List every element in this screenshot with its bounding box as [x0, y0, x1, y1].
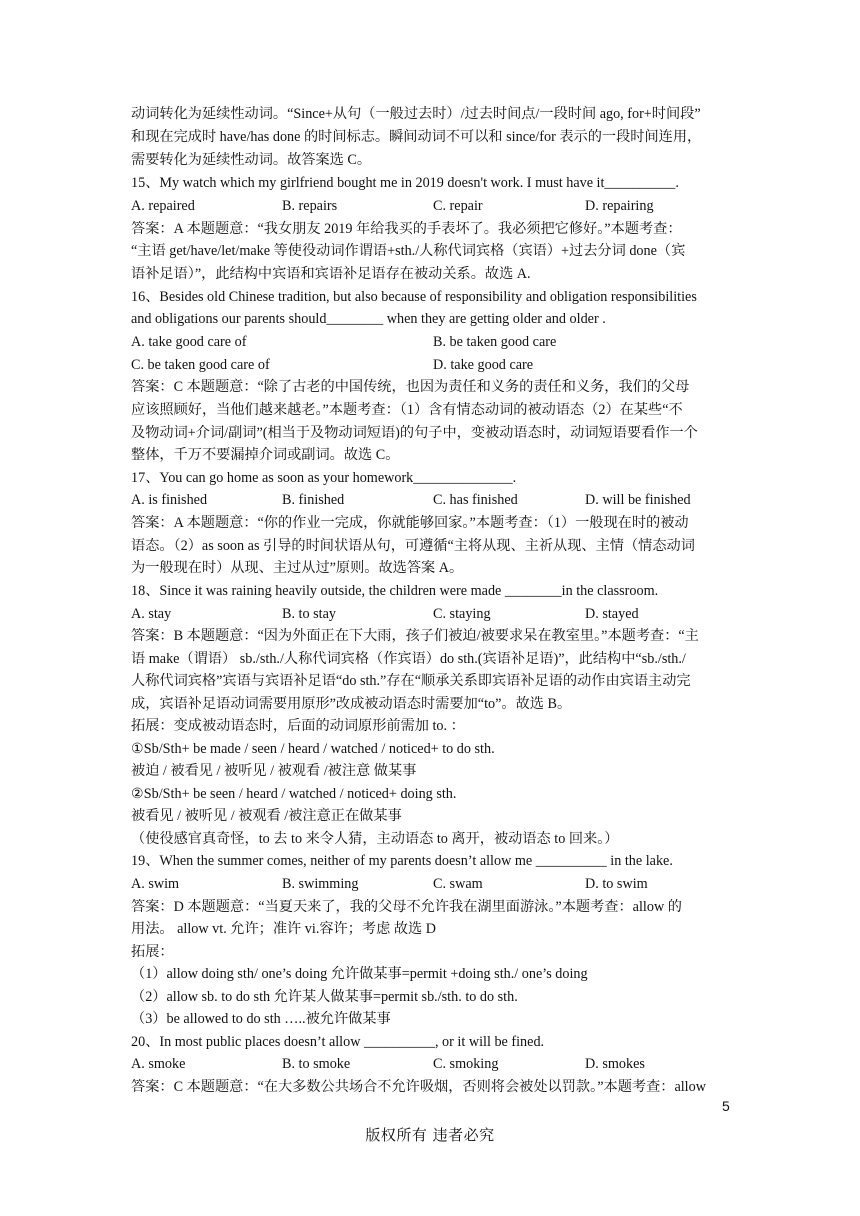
question-18: 18、Since it was raining heavily outside, the children were made ________in the classroom. [131, 583, 659, 599]
answer-15: 答案：A 本题题意：“我女朋友 2019 年给我买的手表坏了。我必须把它修好。”本题考查： [131, 221, 682, 237]
text-line: 人称代词宾格”宾语与宾语补足语“do sth.”存在“顺承关系即宾语补足语的动作由宾语主动完 [131, 673, 691, 689]
answer-20: 答案：C 本题题意：“在大多数公共场合不允许吸烟，否则将会被处以罚款。”本题考查：allow [131, 1079, 706, 1095]
q16-option-a: A. take good care of [131, 334, 247, 350]
question-15: 15、My watch which my girlfriend bought me in 2019 doesn't work. I must have it__________. [131, 175, 679, 191]
q19-option-d: D. to swim [585, 876, 648, 892]
answer-16: 答案：C 本题题意：“除了古老的中国传统，也因为责任和义务的责任和义务，我们的父母 [131, 379, 690, 395]
text-line: （2）allow sb. to do sth 允许某人做某事=permit sb./sth. to do sth. [131, 989, 518, 1005]
q20-option-c: C. smoking [433, 1056, 499, 1072]
text-line: 动词转化为延续性动词。“Since+从句（一般过去时）/过去时间点/一段时间 ago, for+时间段” [131, 106, 701, 122]
text-line: ①Sb/Sth+ be made / seen / heard / watched / noticed+ to do sth. [131, 741, 495, 757]
text-line: 需要转化为延续性动词。故答案选 C。 [131, 152, 372, 168]
text-line: 被迫 / 被看见 / 被听见 / 被观看 /被注意 做某事 [131, 763, 417, 779]
text-line: “主语 get/have/let/make 等使役动词作谓语+sth./人称代词宾格（宾语）+过去分词 done（宾 [131, 243, 686, 259]
answer-19: 答案：D 本题题意：“当夏天来了，我的父母不允许我在湖里面游泳。”本题考查：allow 的 [131, 899, 682, 915]
q15-option-b: B. repairs [282, 198, 338, 214]
text-line: （1）allow doing sth/ one’s doing 允许做某事=permit +doing sth./ one’s doing [131, 966, 588, 982]
question-16: 16、Besides old Chinese tradition, but also because of responsibility and obligation responsibilities [131, 289, 697, 305]
q19-option-a: A. swim [131, 876, 180, 892]
text-line: 应该照顾好，当他们越来越老。”本题考查：（1）含有情态动词的被动语态（2）在某些“不 [131, 402, 683, 418]
q17-option-c: C. has finished [433, 492, 518, 508]
q18-option-a: A. stay [131, 606, 172, 622]
question-17: 17、You can go home as soon as your homework______________. [131, 470, 517, 486]
q18-option-d: D. stayed [585, 606, 639, 622]
page-number: 5 [722, 1098, 730, 1114]
text-line: 拓展： [131, 944, 174, 960]
q15-option-a: A. repaired [131, 198, 195, 214]
q17-option-a: A. is finished [131, 492, 208, 508]
q16-option-d: D. take good care [433, 357, 534, 373]
q18-option-c: C. staying [433, 606, 491, 622]
text-line: and obligations our parents should________ when they are getting older and older . [131, 311, 606, 327]
text-line: 被看见 / 被听见 / 被观看 /被注意正在做某事 [131, 808, 402, 824]
text-line: 用法。 allow vt. 允许；准许 vi.容许；考虑 故选 D [131, 921, 437, 937]
q17-option-b: B. finished [282, 492, 345, 508]
q19-option-b: B. swimming [282, 876, 359, 892]
text-line: ②Sb/Sth+ be seen / heard / watched / noticed+ doing sth. [131, 786, 457, 802]
answer-18: 答案：B 本题题意：“因为外面正在下大雨，孩子们被迫/被要求呆在教室里。”本题考查：“主 [131, 628, 699, 644]
q19-option-c: C. swam [433, 876, 483, 892]
answer-17: 答案：A 本题题意：“你的作业一完成，你就能够回家。”本题考查：（1）一般现在时的被动 [131, 515, 689, 531]
text-line: 语补足语）”，此结构中宾语和宾语补足语存在被动关系。故选 A. [131, 266, 531, 282]
text-line: 和现在完成时 have/has done 的时间标志。瞬间动词不可以和 since/for 表示的一段时间连用， [131, 129, 702, 145]
text-line: 及物动词+介词/副词”(相当于及物动词短语)的句子中，变被动语态时，动词短语要看作一个 [131, 425, 698, 441]
question-19: 19、When the summer comes, neither of my parents doesn’t allow me __________ in the lake. [131, 853, 673, 869]
text-line: 为一般现在时）从现、主过从过”原则。故选答案 A。 [131, 560, 464, 576]
text-line: 整体，千万不要漏掉介词或副词。故选 C。 [131, 447, 400, 463]
q15-option-d: D. repairing [585, 198, 654, 214]
text-line: （使役感官真奇怪，to 去 to 来令人猜，主动语态 to 离开，被动语态 to 回来。） [131, 831, 619, 847]
q20-option-b: B. to smoke [282, 1056, 351, 1072]
q20-option-d: D. smokes [585, 1056, 645, 1072]
q17-option-d: D. will be finished [585, 492, 691, 508]
text-line: 语态。（2）as soon as 引导的时间状语从句，可遵循“主将从现、主祈从现、主情（情态动词 [131, 538, 695, 554]
question-20: 20、In most public places doesn’t allow __________, or it will be fined. [131, 1034, 545, 1050]
q16-option-c: C. be taken good care of [131, 357, 270, 373]
text-line: 成，宾语补足语动词需要用原形”改成被动语态时需要加“to”。故选 B。 [131, 696, 572, 712]
text-line: 语 make（谓语） sb./sth./人称代词宾格（作宾语）do sth.(宾语补足语)”，此结构中“sb./sth./ [131, 651, 686, 667]
text-line: （3）be allowed to do sth …..被允许做某事 [131, 1011, 391, 1027]
q18-option-b: B. to stay [282, 606, 336, 622]
q20-option-a: A. smoke [131, 1056, 186, 1072]
q15-option-c: C. repair [433, 198, 483, 214]
copyright-footer: 版权所有 违者必究 [365, 1126, 495, 1144]
text-line: 拓展：变成被动语态时，后面的动词原形前需加 to. ： [131, 718, 465, 734]
q16-option-b: B. be taken good care [433, 334, 557, 350]
